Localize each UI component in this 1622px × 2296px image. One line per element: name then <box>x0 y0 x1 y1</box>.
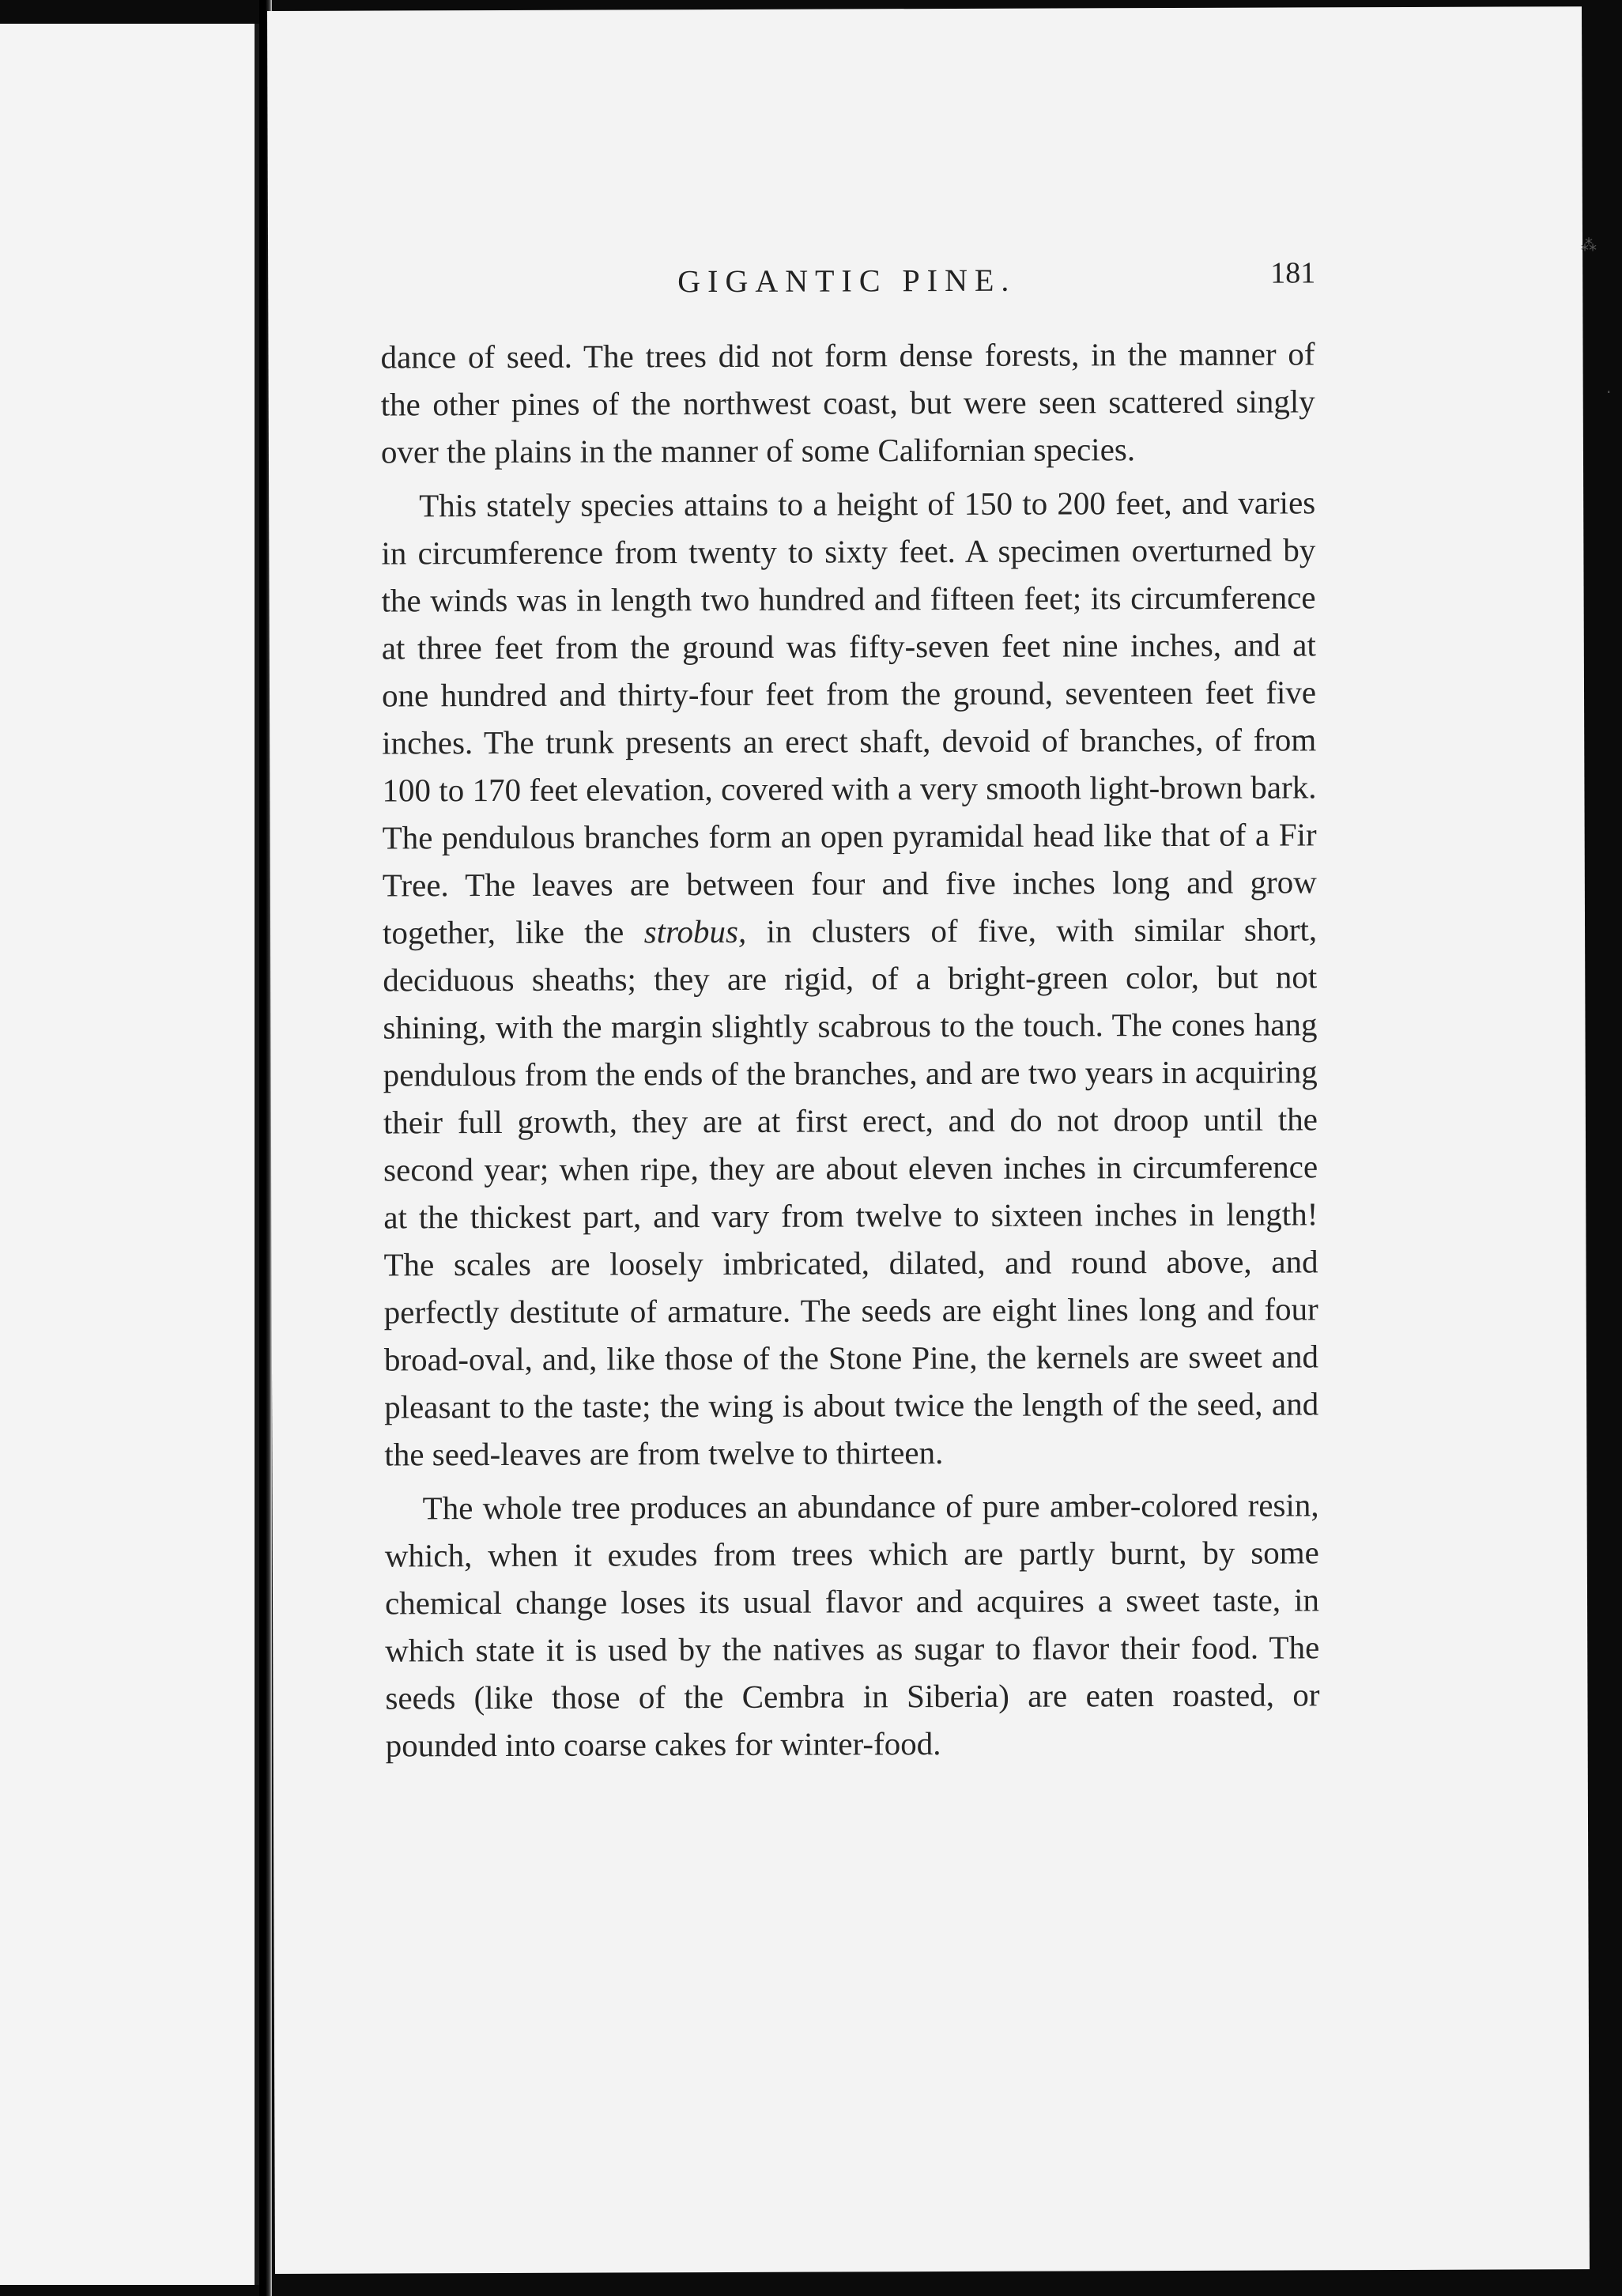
paragraph-resin: The whole tree produces an abundance of pure amber-colored resin, which, when it exudes from trees which are partly burnt, by some chemical change loses its usual flavor and acquires a sweet taste, in which state it is used by the natives as sugar to flavor their food. The seeds (like those of the Cembra in Siberia) are eaten roasted, or pounded into coarse cakes for winter-food. <box>384 1486 1320 1764</box>
italic-species-name: strobus, <box>643 912 747 950</box>
scan-speck: · <box>1606 383 1612 402</box>
right-page <box>267 6 1590 2274</box>
page-header <box>268 245 1582 300</box>
running-head: GIGANTIC PINE. <box>677 262 1017 300</box>
body-text <box>380 330 1319 1775</box>
page-number: 181 <box>1270 256 1316 290</box>
scan-speck: ⁂ <box>1581 236 1597 255</box>
left-page-edge <box>0 24 259 2285</box>
paragraph-description-part-2: in clusters of five, with similar short, deciduous sheaths; they are rigid, of a bright-green color, but not shining, with the margin slightly scabrous to the touch. The cones hang pendulous from the ends of the branches, and are two years in acquiring their full growth, they are at first erect, and do not droop until the second year; when ripe, they are about eleven inches in circumference at the thickest part, and vary from twelve to sixteen inches in length! The scales are loosely imbricated, dilated, and round above, and perfectly destitute of armature. The seeds are eight lines long and four broad-oval, and, like those of the Stone Pine, the kernels are sweet and pleasant to the taste; the wing is about twice the length of the seed, and the seed-leaves are from twelve to thirteen. <box>383 911 1319 1473</box>
book-gutter <box>259 0 266 2296</box>
paragraph-continuation: dance of seed. The trees did not form dense forests, in the manner of the other pines of the northwest coast, but were seen scattered singly over the plains in the manner of some Californian species. <box>380 335 1315 470</box>
paragraph-description-part-1: This stately species attains to a height of 150 to 200 feet, and varies in circumference from twenty to sixty feet. A specimen overturned by the winds was in length two hundred and fifteen feet; its circumference at three feet from the ground was fifty-seven feet nine inches, and at one hundred and thirty-four feet from the ground, seventeen feet five inches. The trunk presents an erect shaft, devoid of branches, of from 100 to 170 feet elevation, covered with a very smooth light-brown bark. The pendulous branches form an open pyramidal head like that of a Fir Tree. The leaves are between four and five inches long and grow together, like the <box>381 484 1317 951</box>
paragraph-description <box>381 478 1318 1478</box>
